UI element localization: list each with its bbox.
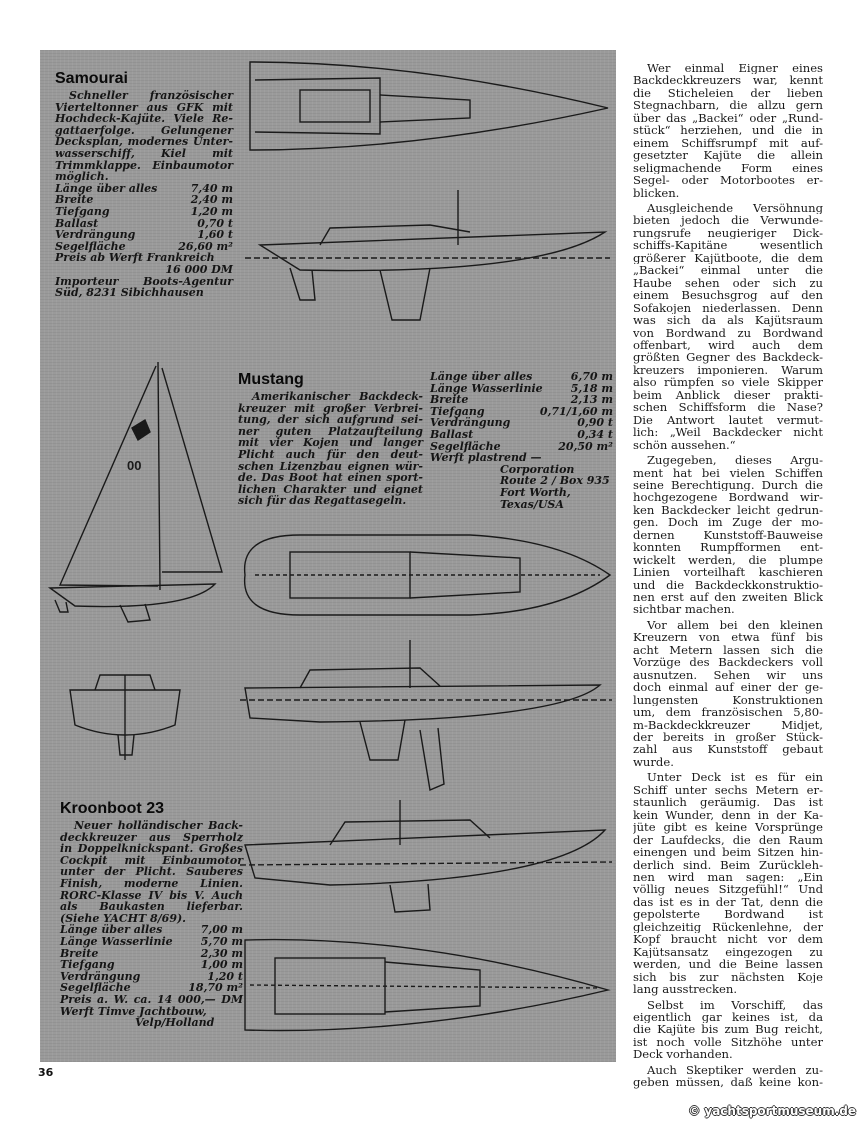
text-line: unter der Plicht. Sauberes <box>60 865 243 879</box>
text-line: Schiff unter sechs Metern er- <box>633 783 823 797</box>
spec-label: Segelfläche <box>60 981 131 995</box>
text-line: Kajütsansatz eingezogen zu <box>633 945 823 959</box>
text-line: acht Metern lassen sich die <box>633 643 823 657</box>
text-line: m-Backdeckkreuzer Midjet, <box>633 718 823 732</box>
text-line: Segel- oder Motorbootes er- <box>633 174 823 187</box>
spec-label: Segelfläche <box>55 239 126 253</box>
article-paragraph <box>633 454 823 616</box>
article-column <box>633 62 823 1092</box>
text-line: lichen Charakter und eignet <box>238 482 423 496</box>
text-line: schön aussehen.“ <box>633 438 736 452</box>
text-line: über das „Backei“ oder „Rund- <box>633 111 823 125</box>
spec-label: Verdrängung <box>55 228 136 242</box>
text-line: lich: „Weil Backdecker nicht <box>633 426 823 439</box>
text-line: RORC-Klasse IV bis V. Auch <box>60 888 243 902</box>
text-line: die Kajüte bis zum Bug reicht, <box>633 1023 823 1036</box>
yard-line: Corporation <box>500 462 575 476</box>
spec-value: 1,20 m <box>190 204 233 218</box>
article-paragraph <box>633 62 823 199</box>
text-line: Plicht auch für den deut- <box>238 447 423 461</box>
spec-label: Verdrängung <box>60 969 141 983</box>
spec-label: Tiefgang <box>60 958 115 972</box>
text-line: kreuzers imponieren. Warum <box>633 363 823 377</box>
text-line: Sofakojen niederlassen. Denn <box>633 301 823 315</box>
spec-row <box>430 429 613 441</box>
text-line: schen Lizenzbau eignen wür- <box>238 459 423 473</box>
text-line: Zugegeben, dieses Argu- <box>647 454 823 467</box>
text-line: konnten Rumpfformen ent- <box>633 541 823 554</box>
spec-value: 0,70 t <box>197 216 233 230</box>
text-line: Unter Deck ist es für ein <box>647 771 823 784</box>
text-line: beim Anblick dieser prakti- <box>633 388 823 402</box>
text-line: gepolsterte Bordwand ist <box>633 908 823 921</box>
spec-value: 20,50 m² <box>558 439 613 453</box>
text-line: gattaerfolge. Gelungener <box>55 123 233 137</box>
text-line: sichtbar machen. <box>633 603 735 616</box>
text-line: nen erst auf den zweiten Blick <box>633 591 823 604</box>
mustang-sail-plan <box>50 362 222 622</box>
text-line: lang ausstrecken. <box>633 983 738 996</box>
yard-line: Texas/USA <box>500 497 564 511</box>
text-line: derlich sind. Beim Zurückleh- <box>633 858 823 871</box>
spec-value: 5,70 m <box>200 934 243 948</box>
text-line: Hochdeck-Kajüte. Viele Re- <box>55 112 233 126</box>
mustang-info <box>238 371 423 507</box>
text-line: doch einmal auf einer der ge- <box>633 681 823 694</box>
yard-line: Fort Worth, <box>500 485 571 499</box>
watermark: © yachtsportmuseum.de <box>688 1104 856 1118</box>
samourai-price-label: Preis ab Werft Frankreich <box>55 251 215 265</box>
text-line: möglich. <box>55 170 109 184</box>
spec-label: Ballast <box>430 427 474 441</box>
spec-value: 0,90 t <box>577 416 613 430</box>
spec-label: Breite <box>55 193 94 207</box>
text-line: Ausgleichende Versöhnung <box>647 201 823 215</box>
text-line: gesetzter Kajüte die allein <box>633 149 823 162</box>
samourai-deck-plan <box>250 62 608 150</box>
kroonboot-deck-plan <box>245 940 608 1031</box>
mustang-title: Mustang <box>238 371 304 388</box>
article-paragraph <box>633 619 823 768</box>
text-line: größten Gegner des Backdeck- <box>633 351 823 364</box>
text-line: und die Backdeckkonstruktio- <box>633 578 823 592</box>
spec-value: 5,18 m <box>570 381 613 395</box>
text-line: Vor allem bei den kleinen <box>647 618 823 632</box>
text-line: Amerikanischer Backdeck- <box>252 390 423 403</box>
spec-row <box>430 371 613 383</box>
text-line: Cockpit mit Einbaumotor <box>60 853 243 867</box>
text-line: Die Antwort lautet vermut- <box>633 413 823 427</box>
yard-line: Werft Timve Jachtbouw, <box>60 1004 207 1018</box>
text-line: Deck vorhanden. <box>633 1048 733 1061</box>
text-line: rungsrufe neugieriger Dick- <box>633 226 823 240</box>
kroonboot-price: Preis a. W. ca. 14 000,— DM <box>60 992 243 1006</box>
text-line: kreuzer mit großer Verbrei- <box>238 401 423 415</box>
text-line: sich bis zur nächsten Koje <box>633 970 823 984</box>
spec-value: 18,70 m² <box>188 981 243 995</box>
text-line: lungensten Konstruktionen <box>633 693 823 707</box>
spec-value: 1,00 m <box>200 958 243 972</box>
text-line: Trimmklappe. Einbaumotor <box>55 158 233 172</box>
text-line: einengen und beim Sitzen hin- <box>633 846 823 859</box>
text-line: Haube sehen oder sich zu <box>633 276 823 290</box>
text-line: also rümpfen so viele Skipper <box>633 376 823 389</box>
mustang-specs <box>430 371 613 510</box>
spec-label: Ballast <box>55 216 99 230</box>
article-paragraph <box>633 771 823 995</box>
text-line: dernen Kunststoff-Bauweise <box>633 528 823 542</box>
text-line: blicken. <box>633 186 680 199</box>
text-line: was sich da als Kajütsraum <box>633 314 823 327</box>
text-line: von Bordwand zu Bordwand <box>633 326 823 339</box>
text-line: Importeur Boots-Agentur <box>55 274 233 288</box>
kroonboot-title: Kroonboot 23 <box>60 800 164 817</box>
text-line: ment hat bei vielen Schiffen <box>633 466 823 479</box>
page-number: 36 <box>38 1066 54 1079</box>
text-line: um, dem französischen 5,80- <box>633 706 823 719</box>
text-line: sich für das Regattasegeln. <box>238 494 407 508</box>
kroonboot-info <box>60 800 243 1029</box>
spec-row <box>60 936 243 948</box>
text-line: Süd, 8231 Sibichhausen <box>55 286 204 300</box>
text-line: bieten jedoch die Verwunde- <box>633 214 823 227</box>
text-line: schen Schiffsform die Nase? <box>633 401 823 414</box>
text-line: einem Schiffsrumpf mit auf- <box>633 136 823 150</box>
article-paragraph <box>633 1064 823 1089</box>
yard-line: Werft plastrend — <box>430 451 542 465</box>
spec-value: 7,40 m <box>190 181 233 195</box>
text-line: „Backei“ einmal unter die <box>633 264 823 277</box>
spec-label: Tiefgang <box>55 204 110 218</box>
text-line: Auch Skeptiker werden zu- <box>647 1063 823 1077</box>
spec-value: 1,20 t <box>207 969 243 983</box>
text-line: ner guten Platzaufteilung <box>238 424 423 438</box>
text-line: Kopf braucht nicht vor dem <box>633 933 823 946</box>
spec-label: Länge über alles <box>55 181 158 195</box>
samourai-side-profile <box>245 190 610 320</box>
spec-label: Verdrängung <box>430 416 511 430</box>
spec-label: Länge Wasserlinie <box>60 934 173 948</box>
kroonboot-side-profile <box>240 800 612 912</box>
sail-number: 00 <box>127 458 142 473</box>
text-line: staunlich geräumig. Das ist <box>633 796 823 809</box>
text-line: ausnutzen. Sehen wir uns <box>633 668 823 682</box>
spec-label: Länge Wasserlinie <box>430 381 543 395</box>
text-line: schiffs-Kapitäne wesentlich <box>633 239 823 252</box>
spec-row <box>60 959 243 971</box>
text-line: Stegnachbarn, die allzu gern <box>633 99 823 112</box>
text-line: ken Backdecker leicht gedrun- <box>633 503 823 517</box>
text-line: Kreuzern von etwa fünf bis <box>633 631 823 644</box>
article-paragraph <box>633 999 823 1061</box>
samourai-info <box>55 70 233 299</box>
spec-value: 2,13 m <box>570 393 613 407</box>
text-line: Neuer holländischer Back- <box>74 819 243 832</box>
text-line: wasserschiff, Kiel mit <box>55 146 233 160</box>
spec-value: 2,40 m <box>190 193 233 207</box>
spec-value: 6,70 m <box>570 370 613 383</box>
text-line: seligmachende Form eines <box>633 161 823 175</box>
text-line: offenbart, wird auch dem <box>633 338 823 352</box>
text-line: Vorzüge des Backdeckers voll <box>633 656 823 669</box>
text-line: der bereits in großer Stück- <box>633 731 823 744</box>
text-line: in Doppelknickspant. Großes <box>60 842 243 856</box>
yard-line: Route 2 / Box 935 <box>500 474 610 488</box>
hull-section <box>70 675 180 760</box>
spec-row <box>55 206 233 218</box>
mustang-deck-plan <box>245 535 610 615</box>
text-line: kein Wunder, denn in der Ka- <box>633 808 823 822</box>
text-line: Finish, moderne Linien. <box>60 876 243 890</box>
text-line: gleichzeitig Rückenlehne, der <box>633 920 823 934</box>
text-line: mit vier Kojen und langer <box>238 436 423 450</box>
spec-label: Breite <box>430 393 469 407</box>
text-line: deckkreuzer aus Sperrholz <box>60 830 243 844</box>
text-line: Linien vorteilhaft kaschieren <box>633 566 823 579</box>
spec-value: 0,71/1,60 m <box>539 404 613 418</box>
spec-label: Länge über alles <box>60 923 163 937</box>
spec-value: 7,00 m <box>200 923 243 937</box>
text-line: wickelt werden, die plumpe <box>633 553 823 567</box>
text-line: Wer einmal Eigner eines <box>647 62 823 75</box>
text-line: völlig neues Sitzgefühl!“ Und <box>633 883 823 896</box>
article-paragraph <box>633 202 823 451</box>
text-line: nen wird man sagen: „Ein <box>633 871 823 884</box>
text-line: gen. Doch im Zuge der mo- <box>633 516 823 529</box>
text-line: als Baukasten lieferbar. <box>60 900 243 914</box>
mustang-side-profile <box>240 640 612 790</box>
text-line: geben müssen, daß keine kon- <box>633 1076 823 1089</box>
spec-label: Tiefgang <box>430 404 485 418</box>
spec-value: 26,60 m² <box>178 239 233 253</box>
samourai-price-value: 16 000 DM <box>165 262 233 276</box>
text-line: Decksplan, modernes Unter- <box>55 135 233 149</box>
text-line: ist noch volle Sitzhöhe unter <box>633 1035 823 1049</box>
text-line: der Laufdecks, die den Raum <box>633 833 823 847</box>
text-line: eigentlich gar keines ist, da <box>633 1010 823 1024</box>
text-line: stück“ herziehen, und die in <box>633 124 823 137</box>
text-line: jüte gibt es keine Vorsprünge <box>633 821 823 834</box>
text-line: werden, und die Beine lassen <box>633 958 823 971</box>
text-line: hochgezogene Bordwand wir- <box>633 491 823 504</box>
text-line: seine Berechtigung. Durch die <box>633 478 823 492</box>
text-line: (Siehe YACHT 8/69). <box>60 911 187 925</box>
spec-value: 2,30 m <box>200 946 243 960</box>
text-line: Schneller französischer <box>69 89 233 102</box>
text-line: Backdeckkreuzers war, kennt <box>633 74 823 87</box>
spec-row <box>55 229 233 241</box>
text-line: das ist es in der Tat, denn die <box>633 895 823 909</box>
text-line: Selbst im Vorschiff, das <box>647 998 823 1011</box>
spec-label: Breite <box>60 946 99 960</box>
spec-value: 1,60 t <box>197 228 233 242</box>
text-line: zahl aus Kunststoff gebaut <box>633 743 823 756</box>
text-line: tung, der sich aufgrund sei- <box>238 413 423 427</box>
text-line: Vierteltonner aus GFK mit <box>55 100 233 114</box>
yard-line: Velp/Holland <box>135 1016 215 1030</box>
text-line: wurde. <box>633 755 674 769</box>
spec-label: Länge über alles <box>430 370 533 383</box>
text-line: die Sticheleien der lieben <box>633 86 823 100</box>
text-line: de. Das Boot hat einen sport- <box>238 471 423 485</box>
text-line: einem Besuchsgrog auf den <box>633 289 823 302</box>
spec-label: Segelfläche <box>430 439 501 453</box>
samourai-title: Samourai <box>55 70 128 87</box>
text-line: größerer Kajütboote, die dem <box>633 251 823 265</box>
spec-value: 0,34 t <box>577 427 613 441</box>
